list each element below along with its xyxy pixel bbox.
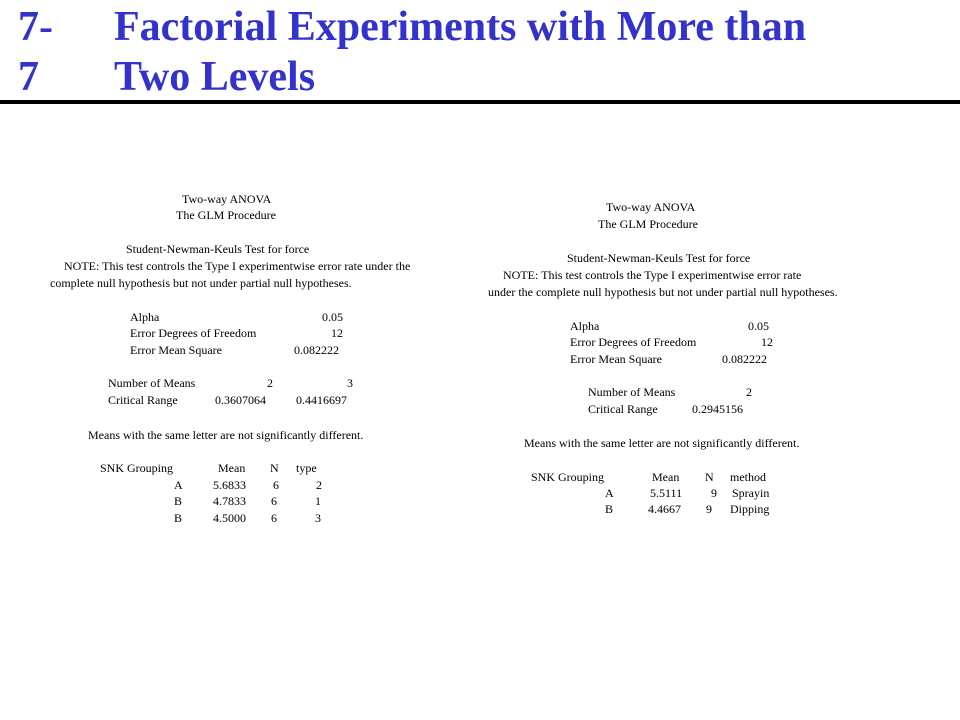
left-row1-type: 2 bbox=[316, 478, 322, 492]
left-number-of-means-label: Number of Means bbox=[108, 376, 196, 390]
right-alpha-label: Alpha bbox=[570, 319, 600, 333]
right-header-anova: Two-way ANOVA bbox=[606, 200, 696, 214]
right-df-value: 12 bbox=[761, 335, 773, 349]
right-col-grouping: SNK Grouping bbox=[531, 470, 605, 484]
title-line-1: Factorial Experiments with More than bbox=[114, 4, 807, 50]
right-row1-mean: 5.5111 bbox=[650, 486, 683, 500]
right-row1-group: A bbox=[605, 486, 614, 500]
left-col-mean: Mean bbox=[218, 461, 246, 475]
left-row2-type: 1 bbox=[315, 494, 321, 508]
right-row2-n: 9 bbox=[706, 502, 712, 516]
left-col-type: type bbox=[296, 461, 317, 475]
right-row1-method: Sprayin bbox=[732, 486, 770, 500]
left-alpha-value: 0.05 bbox=[322, 310, 343, 324]
right-critical-range-2: 0.2945156 bbox=[692, 402, 743, 416]
right-note-line-2: under the complete null hypothesis but not under partial null hypotheses. bbox=[488, 285, 838, 299]
left-row3-group: B bbox=[174, 511, 183, 525]
right-row2-group: B bbox=[605, 502, 614, 516]
left-critical-range-2: 0.3607064 bbox=[215, 393, 266, 407]
right-alpha-value: 0.05 bbox=[748, 319, 769, 333]
left-row3-type: 3 bbox=[315, 511, 321, 525]
right-row2-method: Dipping bbox=[730, 502, 770, 516]
left-row3-n: 6 bbox=[271, 511, 277, 525]
right-df-label: Error Degrees of Freedom bbox=[570, 335, 697, 349]
right-col-mean: Mean bbox=[652, 470, 680, 484]
left-alpha-label: Alpha bbox=[130, 310, 160, 324]
left-critical-range-3: 0.4416697 bbox=[296, 393, 347, 407]
left-row1-mean: 5.6833 bbox=[213, 478, 246, 492]
left-note-line-1: NOTE: This test controls the Type I experimentwise error rate under the bbox=[64, 259, 411, 273]
left-ms-label: Error Mean Square bbox=[130, 343, 222, 357]
right-row2-mean: 4.4667 bbox=[648, 502, 681, 516]
right-number-of-means-2: 2 bbox=[746, 385, 752, 399]
left-critical-range-label: Critical Range bbox=[108, 393, 178, 407]
right-test-title: Student-Newman-Keuls Test for force bbox=[567, 251, 751, 265]
title-underline bbox=[0, 100, 960, 104]
left-header-glm: The GLM Procedure bbox=[176, 208, 276, 222]
right-row1-n: 9 bbox=[711, 486, 717, 500]
right-means-note: Means with the same letter are not significantly different. bbox=[524, 436, 800, 450]
left-row1-n: 6 bbox=[273, 478, 279, 492]
left-col-grouping: SNK Grouping bbox=[100, 461, 174, 475]
right-ms-value: 0.082222 bbox=[722, 352, 767, 366]
left-col-n: N bbox=[270, 461, 279, 475]
left-means-note: Means with the same letter are not significantly different. bbox=[88, 428, 364, 442]
right-col-method: method bbox=[730, 470, 766, 484]
right-col-n: N bbox=[705, 470, 714, 484]
left-number-of-means-3: 3 bbox=[347, 376, 353, 390]
section-number: 7-7 bbox=[18, 4, 53, 100]
left-header-anova: Two-way ANOVA bbox=[182, 192, 272, 206]
left-test-title: Student-Newman-Keuls Test for force bbox=[126, 242, 310, 256]
left-df-value: 12 bbox=[331, 326, 343, 340]
right-ms-label: Error Mean Square bbox=[570, 352, 662, 366]
left-number-of-means-2: 2 bbox=[267, 376, 273, 390]
right-note-line-1: NOTE: This test controls the Type I experimentwise error rate bbox=[503, 268, 802, 282]
title-line-2: Two Levels bbox=[114, 54, 316, 100]
left-row1-group: A bbox=[174, 478, 183, 492]
left-row3-mean: 4.5000 bbox=[213, 511, 246, 525]
left-row2-mean: 4.7833 bbox=[213, 494, 246, 508]
left-row2-group: B bbox=[174, 494, 183, 508]
right-critical-range-label: Critical Range bbox=[588, 402, 658, 416]
right-header-glm: The GLM Procedure bbox=[598, 217, 698, 231]
right-number-of-means-label: Number of Means bbox=[588, 385, 676, 399]
left-row2-n: 6 bbox=[271, 494, 277, 508]
left-note-line-2: complete null hypothesis but not under partial null hypotheses. bbox=[50, 276, 352, 290]
left-df-label: Error Degrees of Freedom bbox=[130, 326, 257, 340]
left-ms-value: 0.082222 bbox=[294, 343, 339, 357]
